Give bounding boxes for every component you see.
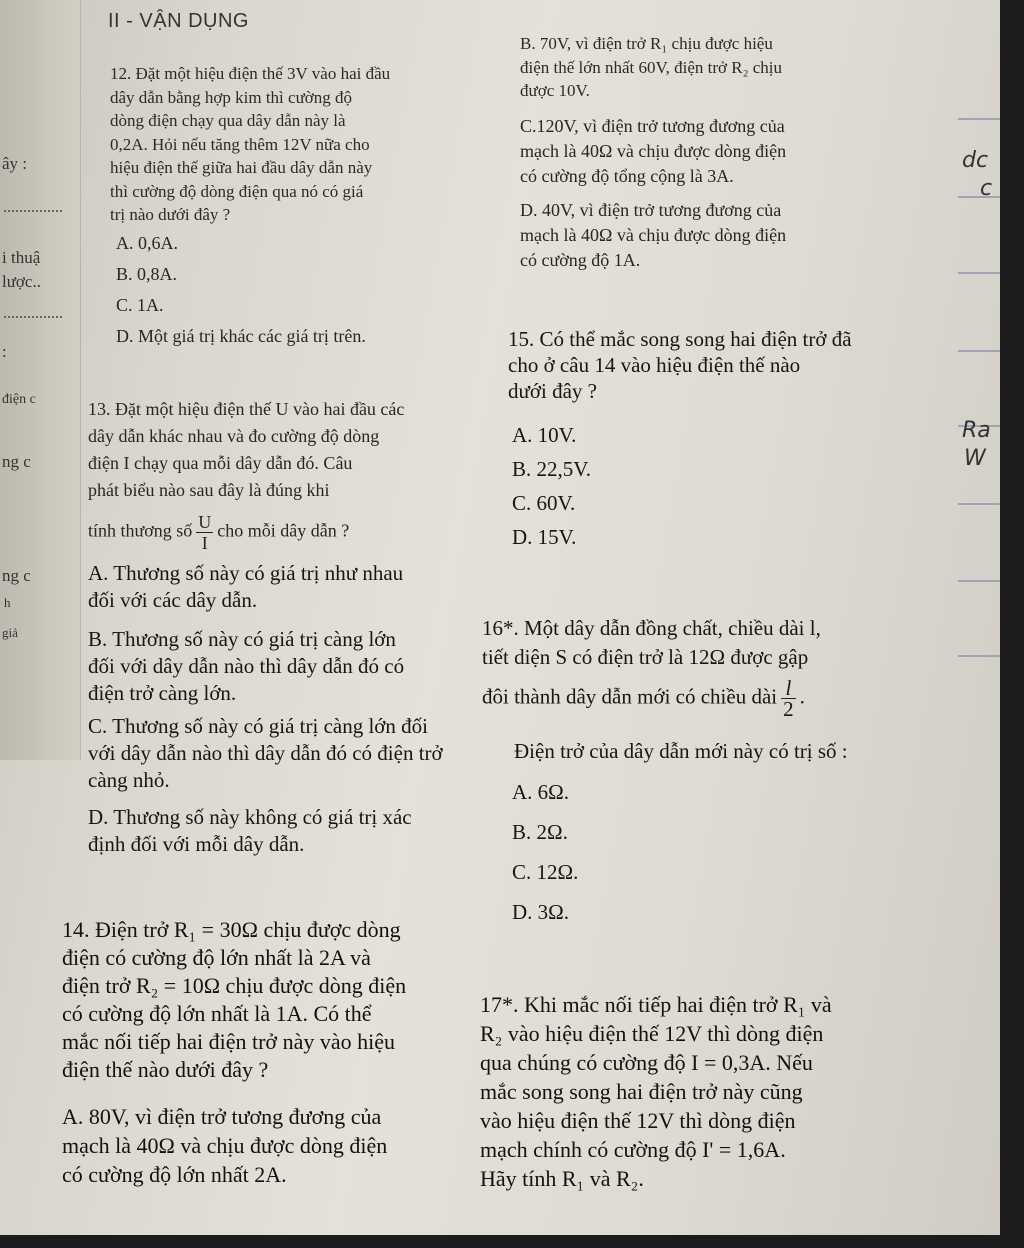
q12-line: hiệu điện thế giữa hai đầu dây dẫn này	[110, 158, 373, 177]
margin-fragment: h	[4, 595, 11, 610]
q15-option-a: A. 10V.	[512, 423, 577, 447]
ruled-line	[958, 350, 1000, 352]
q13-b-line: đối với dây dẫn nào thì dây dẫn đó có	[88, 654, 405, 678]
q15-options	[512, 418, 812, 554]
margin-fragment: điện c	[2, 392, 36, 407]
handwriting-mark: dc	[962, 148, 989, 173]
q14-line: 14. Điện trở R₁ = 30Ω chịu được dòng	[62, 917, 401, 942]
q17-line: mắc song song hai điện trở này cũng	[480, 1079, 803, 1104]
q12-line: thì cường độ dòng điện qua nó có giá	[110, 181, 364, 201]
q13-c-line: với dây dẫn nào thì dây dẫn đó có điện trở	[88, 741, 443, 765]
q13-line: dây dẫn khác nhau và đo cường độ dòng	[88, 426, 380, 446]
q17-line: vào hiệu điện thế 12V thì dòng điện	[480, 1108, 796, 1133]
question-12	[110, 62, 490, 227]
question-13	[88, 396, 488, 553]
question-14	[62, 916, 482, 1084]
q12-line: 12. Đặt một hiệu điện thế 3V vào hai đầu	[110, 64, 391, 83]
q15-option-c: C. 60V.	[512, 491, 576, 515]
fraction-numerator: U	[198, 512, 212, 532]
q12-option-d: D. Một giá trị khác các giá trị trên.	[116, 326, 366, 346]
q13-c-line: càng nhỏ.	[88, 768, 170, 792]
q13-a-line: A. Thương số này có giá trị như nhau	[88, 561, 404, 585]
q14-a-line: có cường độ lớn nhất 2A.	[62, 1162, 287, 1187]
q13-option-a	[88, 560, 488, 614]
q17-line: mạch chính có cường độ I' = 1,6A.	[480, 1137, 786, 1162]
q13-line: phát biểu nào sau đây là đúng khi	[88, 480, 330, 500]
q13-options	[88, 560, 488, 858]
q14-d-line: D. 40V, vì điện trở tương đương của	[520, 200, 782, 220]
q14-line: điện thế nào dưới đây ?	[62, 1057, 269, 1082]
q13-b-line: B. Thương số này có giá trị càng lớn	[88, 627, 396, 651]
q17-line: qua chúng có cường độ I = 0,3A. Nếu	[480, 1050, 813, 1075]
q13-c-line: C. Thương số này có giá trị càng lớn đối	[88, 714, 428, 738]
question-15	[508, 326, 928, 404]
q16-option-b: B. 2Ω.	[512, 820, 568, 844]
ruled-line	[958, 272, 1000, 274]
q12-option-a: A. 0,6A.	[116, 233, 178, 253]
ruled-line	[958, 655, 1000, 657]
q17-line: R₂ vào hiệu điện thế 12V thì dòng điện	[480, 1021, 824, 1046]
q13-d-line: D. Thương số này không có giá trị xác	[88, 805, 412, 829]
q13-d-line: định đối với mỗi dây dẫn.	[88, 832, 305, 856]
q14-d-line: mạch là 40Ω và chịu được dòng điện	[520, 225, 787, 245]
q14-c-line: có cường độ tổng cộng là 3A.	[520, 166, 734, 186]
q15-line: dưới đây ?	[508, 379, 597, 403]
q14-line: có cường độ lớn nhất là 1A. Có thể	[62, 1001, 372, 1026]
q12-line: dây dẫn bằng hợp kim thì cường độ	[110, 87, 353, 107]
q15-option-b: B. 22,5V.	[512, 457, 591, 481]
q13-b-line: điện trở càng lớn.	[88, 681, 237, 705]
question-16	[482, 614, 952, 766]
q17-line: 17*. Khi mắc nối tiếp hai điện trở R₁ và	[480, 992, 832, 1017]
q16-text-after: .	[799, 684, 805, 709]
q16-line: 16*. Một dây dẫn đồng chất, chiều dài l,	[482, 616, 821, 640]
margin-fragment: ng c	[2, 566, 31, 585]
q14-d-line: có cường độ 1A.	[520, 250, 641, 270]
q13-fraction-line	[88, 512, 488, 553]
question-17	[480, 990, 960, 1193]
ruled-line	[958, 196, 1000, 198]
q16-option-d: D. 3Ω.	[512, 900, 570, 924]
ruled-line	[958, 118, 1000, 120]
margin-fragment: i thuậ	[2, 248, 41, 267]
q14-a-line: A. 80V, vì điện trở tương đương của	[62, 1104, 382, 1129]
q14-option-c	[520, 114, 910, 189]
fraction-denominator: I	[201, 533, 208, 553]
q13-text-before: tính thương số	[88, 520, 193, 541]
q14-option-b	[520, 32, 900, 103]
q16-option-c: C. 12Ω.	[512, 860, 579, 884]
q17-line: Hãy tính R₁ và R₂.	[480, 1166, 644, 1191]
q13-a-line: đối với các dây dẫn.	[88, 588, 258, 612]
q13-option-d	[88, 804, 488, 858]
l-over-2-fraction	[781, 678, 796, 719]
q16-line: tiết diện S có điện trở là 12Ω được gập	[482, 645, 809, 669]
fraction-denominator: 2	[783, 697, 794, 721]
q16-fraction-line	[482, 678, 952, 719]
ruled-line	[958, 503, 1000, 505]
margin-fragment: giả	[2, 625, 18, 640]
dotted-line	[4, 316, 62, 318]
q12-line: dòng điện chạy qua dây dẫn này là	[110, 111, 346, 130]
q14-line: điện trở R₂ = 10Ω chịu được dòng điện	[62, 973, 407, 998]
q15-line: cho ở câu 14 vào hiệu điện thế nào	[508, 353, 801, 377]
q14-b-line: được 10V.	[520, 81, 590, 100]
q15-option-d: D. 15V.	[512, 525, 577, 549]
q13-text-after: cho mỗi dây dẫn ?	[217, 520, 350, 541]
q14-option-a	[62, 1102, 482, 1189]
q14-b-line: B. 70V, vì điện trở R₁ chịu được hiệu	[520, 34, 773, 53]
margin-fragment: ng c	[2, 452, 31, 471]
ruled-line	[958, 580, 1000, 582]
q16-options	[512, 772, 712, 932]
q12-line: 0,2A. Hỏi nếu tăng thêm 12V nữa cho	[110, 134, 370, 154]
q16-question: Điện trở của dây dẫn mới này có trị số :	[514, 739, 848, 763]
q13-line: 13. Đặt một hiệu điện thế U vào hai đầu các	[88, 399, 405, 419]
q14-option-d	[520, 198, 920, 273]
q14-line: mắc nối tiếp hai điện trở này vào hiệu	[62, 1029, 395, 1054]
previous-page-edge	[0, 0, 81, 760]
q15-line: 15. Có thể mắc song song hai điện trở đã	[508, 327, 852, 351]
q13-option-b	[88, 626, 488, 707]
q13-option-c	[88, 713, 488, 794]
u-over-i-fraction	[196, 512, 213, 553]
handwriting-mark: c	[980, 176, 993, 201]
q12-options	[116, 228, 476, 352]
q16-option-a: A. 6Ω.	[512, 780, 570, 804]
q14-line: điện có cường độ lớn nhất là 2A và	[62, 945, 371, 970]
q12-option-b: B. 0,8A.	[116, 264, 178, 284]
q12-option-c: C. 1A.	[116, 295, 164, 315]
q12-line: trị nào dưới đây ?	[110, 205, 231, 224]
margin-fragment: lược..	[2, 272, 41, 291]
fraction-numerator: l	[781, 678, 796, 699]
q14-c-line: mạch là 40Ω và chịu được dòng điện	[520, 141, 787, 161]
q14-b-line: điện thế lớn nhất 60V, điện trở R₂ chịu	[520, 57, 783, 77]
q14-a-line: mạch là 40Ω và chịu được dòng điện	[62, 1133, 388, 1158]
handwriting-mark: Ra	[962, 418, 991, 443]
section-heading: II - VẬN DỤNG	[108, 10, 249, 32]
dotted-line	[4, 210, 62, 212]
q13-line: điện I chạy qua mỗi dây dẫn đó. Câu	[88, 453, 353, 473]
handwriting-mark: W	[964, 446, 986, 471]
q14-c-line: C.120V, vì điện trở tương đương của	[520, 116, 785, 136]
margin-fragment: ây :	[2, 154, 28, 173]
q16-text-before: đôi thành dây dẫn mới có chiều dài	[482, 684, 778, 709]
margin-fragment: :	[2, 342, 7, 361]
